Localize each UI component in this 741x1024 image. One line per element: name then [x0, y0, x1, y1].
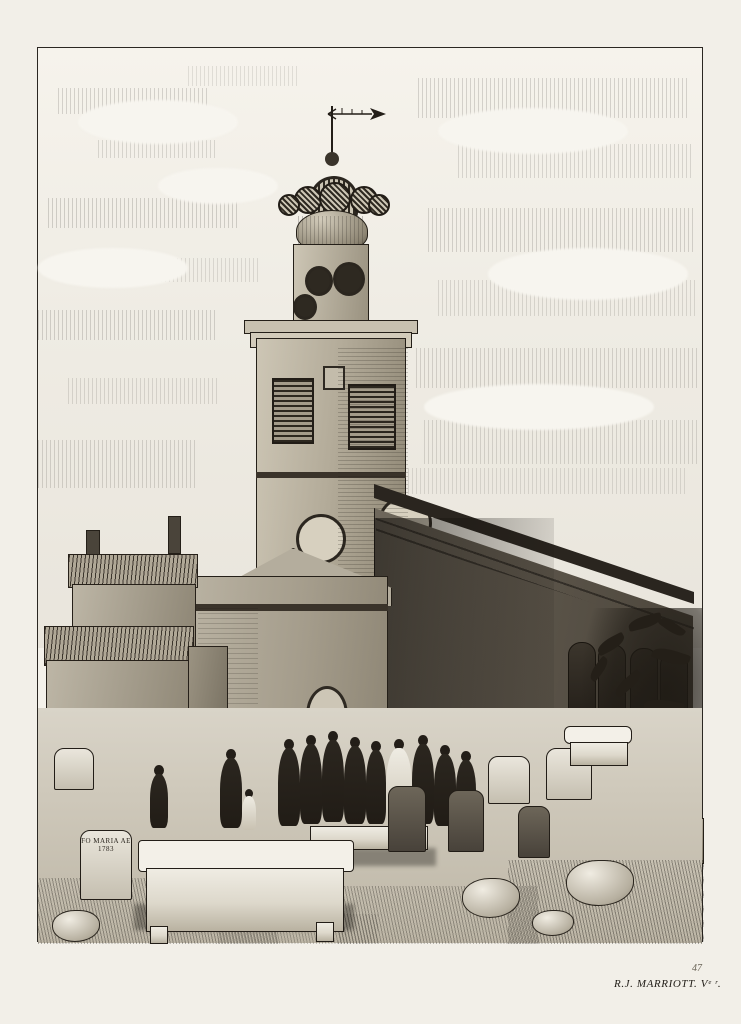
mourner-figure: [300, 744, 322, 824]
finial-ball: [325, 152, 339, 166]
figure-body: [344, 746, 366, 824]
figure-body: [278, 748, 300, 826]
figure-body: [300, 744, 322, 824]
foreground-tomb-leg-left: [150, 926, 168, 944]
headstone: [448, 790, 484, 852]
lantern-oval-right: [293, 294, 317, 320]
artist-signature: R.J. MARRIOTT. Vᵉ ʳ.: [614, 978, 722, 990]
figure-body: [242, 796, 256, 830]
headstone: [54, 748, 94, 790]
mourner-figure: [344, 746, 366, 824]
mourner-figure: [322, 740, 344, 822]
leaf: [651, 644, 691, 668]
mourner-child: [242, 796, 256, 830]
cloud: [438, 108, 628, 154]
figure-body: [150, 774, 168, 828]
sky-hatch: [38, 310, 218, 340]
dome-hatch: [298, 216, 364, 246]
cloud: [488, 248, 688, 300]
sky-hatch: [68, 378, 218, 404]
cloud: [38, 248, 188, 288]
leaf: [595, 632, 627, 657]
sky-hatch: [416, 348, 698, 388]
sky-hatch: [38, 440, 198, 488]
figure-body: [322, 740, 344, 822]
lantern-oval-left: [305, 266, 333, 296]
headstone: [518, 806, 550, 858]
foreground-tomb-leg-right: [316, 922, 334, 942]
sky-hatch: [388, 468, 688, 494]
mourner-figure: [366, 750, 386, 824]
page-number-mark: 47: [692, 963, 702, 974]
weather-vane-icon: [326, 106, 388, 122]
leaf: [587, 656, 611, 683]
headstone-inscription: FO MARIA AE 1783: [81, 837, 131, 853]
cloud: [424, 384, 654, 430]
leaf: [612, 669, 644, 698]
mourner-figure: [150, 774, 168, 828]
inscribed-headstone: [80, 830, 132, 900]
leaf: [658, 615, 687, 640]
lantern-oval-center: [333, 262, 365, 296]
cloud: [158, 168, 278, 204]
headstone: [388, 786, 426, 852]
cloud: [78, 100, 238, 144]
crown-disc-far-left: [278, 194, 300, 216]
chest-tomb-rear: [570, 742, 628, 766]
belfry-louvre-left: [272, 378, 314, 444]
crown-disc-far-right: [368, 194, 390, 216]
mourner-woman-with-child: [220, 758, 242, 828]
foreground-chest-tomb: [146, 868, 344, 932]
mourner-figure: [278, 748, 300, 826]
figure-body: [366, 750, 386, 824]
sky-hatch: [188, 66, 298, 86]
sky-hatch: [428, 208, 693, 252]
chimney: [168, 516, 181, 554]
headstone: [488, 756, 530, 804]
figure-body: [220, 758, 242, 828]
house-roof-rear: [68, 554, 198, 588]
